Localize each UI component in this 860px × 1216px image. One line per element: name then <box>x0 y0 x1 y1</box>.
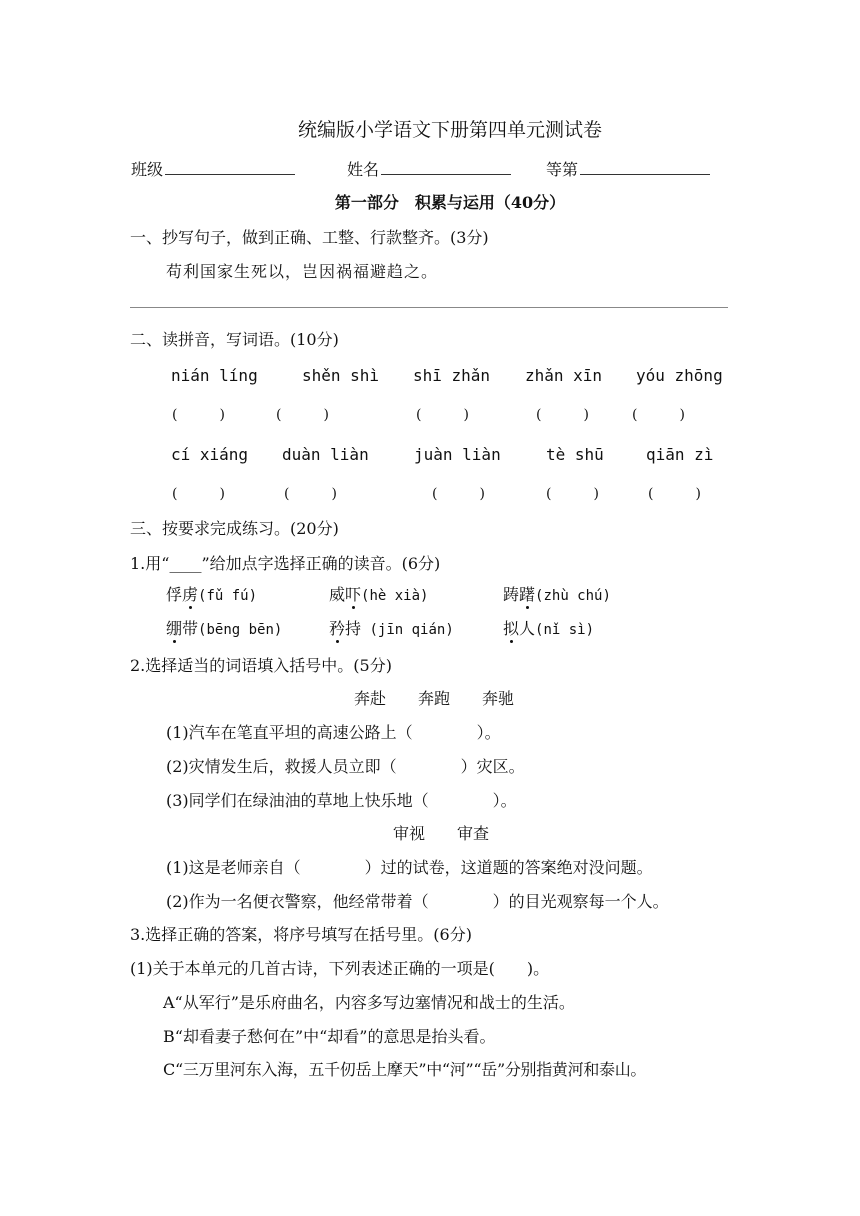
answer-box-3[interactable]: ( ) <box>416 407 469 423</box>
reading-item-3[interactable] <box>503 582 611 605</box>
word-bank-2: 审视 审查 <box>393 824 490 843</box>
answer-box-6[interactable]: ( ) <box>172 486 225 502</box>
fill-sentence-1[interactable]: (1)汽车在笔直平坦的高速公路上（ ）。 <box>166 723 501 742</box>
q1-prompt: 一、抄写句子，做到正确、工整、行款整齐。(3分) <box>130 228 489 247</box>
pinyin-4: zhǎn xīn <box>525 366 603 385</box>
char: 持 <box>345 619 362 638</box>
char: 带 <box>182 619 199 638</box>
q3-1-prompt: 1.用“____”给加点字选择正确的读音。(6分) <box>130 554 441 573</box>
dotted-char: 虏 <box>182 585 199 604</box>
char: 人 <box>519 619 536 638</box>
page-title: 统编版小学语文下册第四单元测试卷 <box>297 119 602 141</box>
pinyin-3: shī zhǎn <box>413 366 491 385</box>
pinyin-options[interactable]: (fǔ fú) <box>198 588 258 604</box>
option-c: C“三万里河东入海，五千仞岳上摩天”中“河”“岳”分别指黄河和泰山。 <box>163 1060 647 1079</box>
grade-field[interactable] <box>546 157 710 180</box>
pinyin-10: qiān zì <box>646 445 714 464</box>
char: 踌 <box>503 585 520 604</box>
q2-prompt: 二、读拼音，写词语。(10分) <box>130 330 339 349</box>
option-b: B“却看妻子愁何在”中“却看”的意思是抬头看。 <box>163 1027 496 1046</box>
pinyin-options[interactable]: (zhù chú) <box>535 588 611 604</box>
pinyin-options[interactable]: (nǐ sì) <box>535 622 595 638</box>
answer-box-1[interactable]: ( ) <box>172 407 225 423</box>
answer-box-8[interactable]: ( ) <box>432 486 485 502</box>
q1-answer-line[interactable] <box>130 307 728 308</box>
answer-box-7[interactable]: ( ) <box>284 486 337 502</box>
q3-prompt: 三、按要求完成练习。(20分) <box>130 519 339 538</box>
q3-2-prompt: 2.选择适当的词语填入括号中。(5分) <box>130 656 392 675</box>
pinyin-7: duàn liàn <box>282 445 369 464</box>
class-field[interactable] <box>131 157 295 180</box>
pinyin-options[interactable]: (hè xià) <box>361 588 429 604</box>
answer-box-5[interactable]: ( ) <box>632 407 685 423</box>
dotted-char: 躇 <box>519 585 536 604</box>
grade-label: 等第 <box>546 160 579 179</box>
dotted-char: 吓 <box>345 585 362 604</box>
word-bank-1: 奔赴 奔跑 奔驰 <box>354 689 515 708</box>
char: 威 <box>329 585 346 604</box>
q3-3-prompt: 3.选择正确的答案，将序号填写在括号里。(6分) <box>130 925 472 944</box>
pinyin-1: nián líng <box>171 366 258 385</box>
name-label: 姓名 <box>347 160 380 179</box>
q3-3-sub1[interactable]: (1)关于本单元的几首古诗，下列表述正确的一项是( )。 <box>130 959 550 978</box>
pinyin-5: yóu zhōng <box>636 366 723 385</box>
option-a: A“从军行”是乐府曲名，内容多写边塞情况和战士的生活。 <box>163 993 575 1012</box>
class-blank[interactable] <box>165 158 295 175</box>
answer-box-9[interactable]: ( ) <box>546 486 599 502</box>
reading-item-6[interactable] <box>503 616 594 639</box>
pinyin-9: tè shū <box>546 445 604 464</box>
answer-box-4[interactable]: ( ) <box>536 407 589 423</box>
reading-item-4[interactable] <box>166 616 282 639</box>
name-blank[interactable] <box>381 158 511 175</box>
reading-item-1[interactable] <box>166 582 257 605</box>
class-label: 班级 <box>131 160 164 179</box>
char: 俘 <box>166 585 183 604</box>
dotted-char: 矜 <box>329 619 346 638</box>
grade-blank[interactable] <box>580 158 710 175</box>
fill-sentence-4[interactable]: (1)这是老师亲自（ ）过的试卷，这道题的答案绝对没问题。 <box>166 858 653 877</box>
pinyin-8: juàn liàn <box>414 445 501 464</box>
pinyin-2: shěn shì <box>302 366 380 385</box>
pinyin-options[interactable]: (jīn qián) <box>361 622 454 638</box>
fill-sentence-3[interactable]: (3)同学们在绿油油的草地上快乐地（ ）。 <box>166 791 517 810</box>
dotted-char: 拟 <box>503 619 520 638</box>
fill-sentence-5[interactable]: (2)作为一名便衣警察，他经常带着（ ）的目光观察每一个人。 <box>166 892 669 911</box>
answer-box-2[interactable]: ( ) <box>276 407 329 423</box>
fill-sentence-2[interactable]: (2)灾情发生后，救援人员立即（ ）灾区。 <box>166 757 525 776</box>
reading-item-2[interactable] <box>329 582 428 605</box>
part1-heading: 第一部分 积累与运用（40分） <box>334 193 566 212</box>
reading-item-5[interactable] <box>329 616 454 639</box>
dotted-char: 绷 <box>166 619 183 638</box>
answer-box-10[interactable]: ( ) <box>648 486 701 502</box>
q1-sentence: 苟利国家生死以，岂因祸福避趋之。 <box>166 262 439 281</box>
name-field[interactable] <box>347 157 511 180</box>
pinyin-6: cí xiáng <box>171 445 249 464</box>
pinyin-options[interactable]: (bēng bēn) <box>198 622 283 638</box>
